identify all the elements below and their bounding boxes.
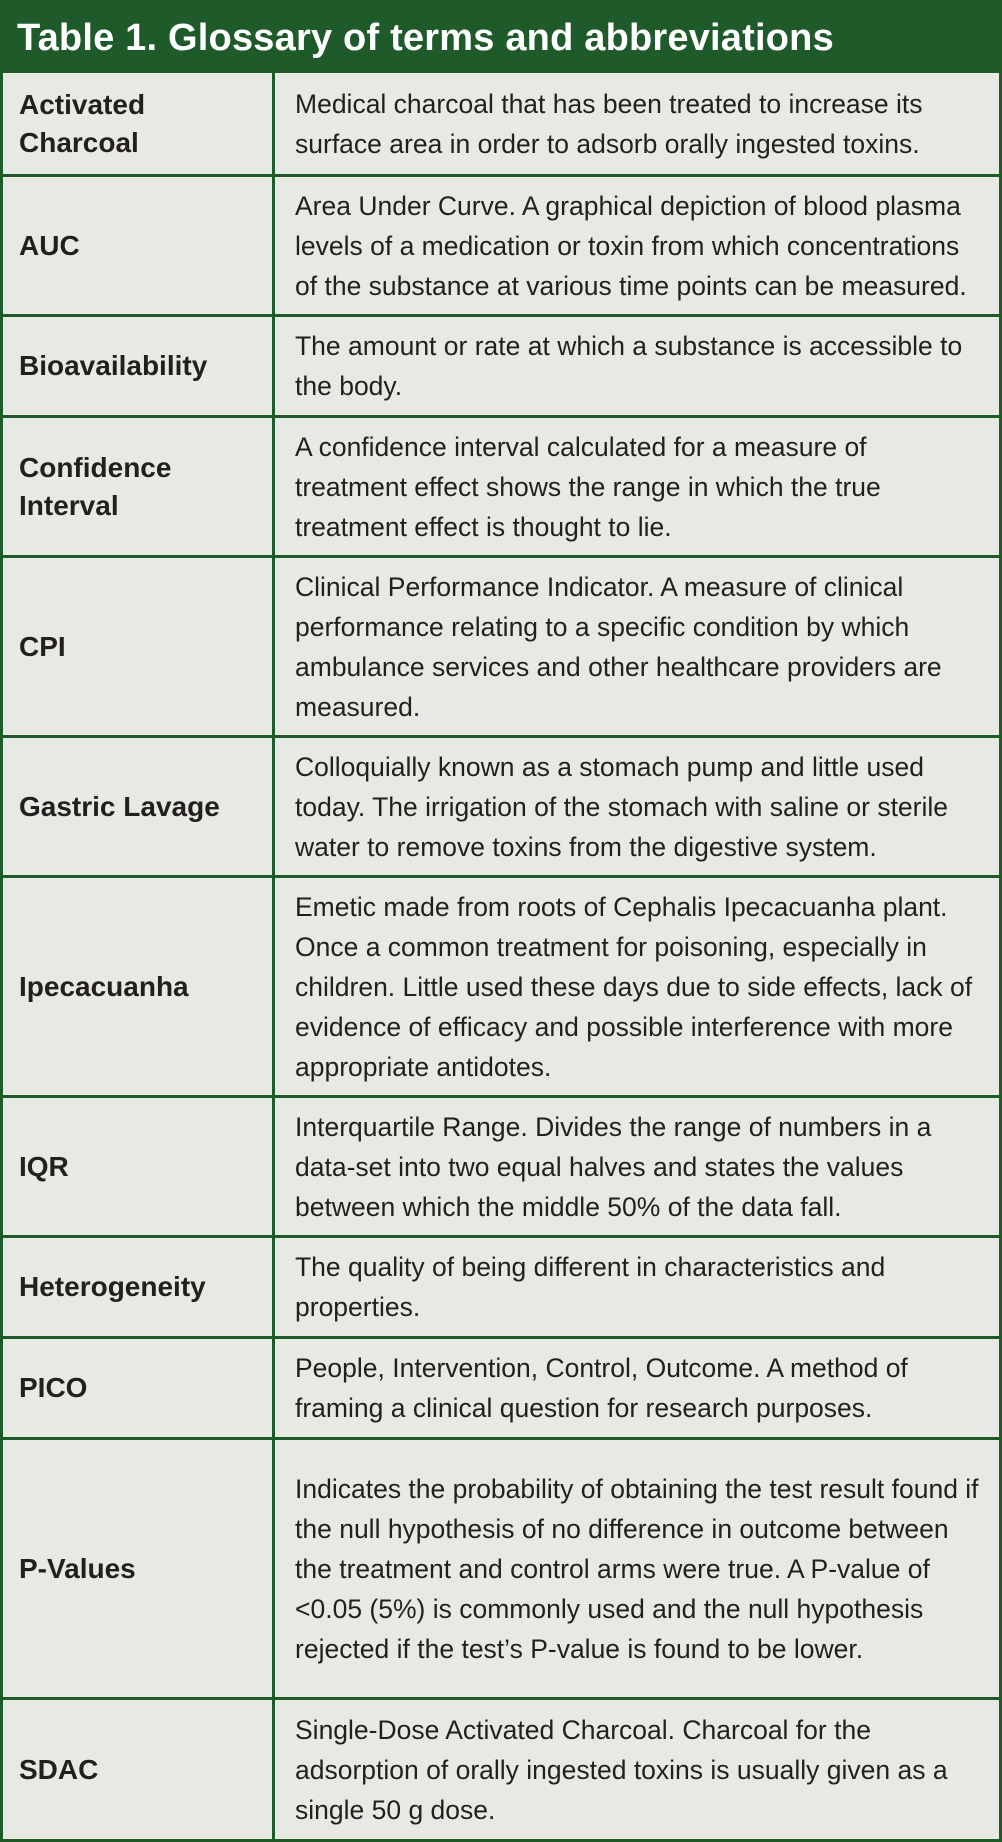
table-row [3, 174, 999, 314]
definition-cell: People, Intervention, Control, Outcome. A method of framing a clinical question for research purposes. [295, 1353, 908, 1423]
definition-cell: The quality of being different in characteristics and properties. [295, 1252, 886, 1322]
definition-cell: A confidence interval calculated for a measure of treatment effect shows the range in which the true treatment effect is thought to lie. [295, 431, 881, 542]
term-cell: PICO [3, 1339, 275, 1437]
term-cell: IQR [3, 1098, 275, 1235]
table-row [3, 1336, 999, 1437]
table-row [3, 1235, 999, 1336]
term-cell: Gastric Lavage [3, 738, 275, 875]
definition-cell: Clinical Performance Indicator. A measure of clinical performance relating to a specific condition by which ambulance services and other healthcare providers are measured. [295, 571, 942, 722]
table-row [3, 1437, 999, 1697]
definition-cell: Single-Dose Activated Charcoal. Charcoal for the adsorption of orally ingested toxins is usually given as a single 50 g dose. [295, 1715, 948, 1825]
term-cell: Ipecacuanha [3, 878, 275, 1095]
term-cell: AUC [3, 177, 275, 314]
table-row [3, 735, 999, 875]
definition-cell: Emetic made from roots of Cephalis Ipecacuanha plant. Once a common treatment for poisoning, especially in children. Little used these days due to side effects, lack of evidence of efficacy and possible interference with more appropriate antidotes. [295, 891, 973, 1082]
table-body [3, 73, 999, 1840]
definition-cell: Area Under Curve. A graphical depiction of blood plasma levels of a medication or toxin from which concentrations of the substance at various time points can be measured. [295, 190, 967, 301]
term-cell: Activated Charcoal [3, 73, 275, 174]
table-row [3, 555, 999, 735]
table-row [3, 1095, 999, 1235]
term-cell: Bioavailability [3, 317, 275, 415]
table-row [3, 415, 999, 555]
definition-cell: Medical charcoal that has been treated to increase its surface area in order to adsorb orally ingested toxins. [295, 88, 923, 159]
table-row [3, 1697, 999, 1840]
definition-cell: Interquartile Range. Divides the range of numbers in a data-set into two equal halves and states the values between which the middle 50% of the data fall. [295, 1111, 932, 1222]
term-cell: Confidence Interval [3, 418, 275, 555]
term-cell: Heterogeneity [3, 1238, 275, 1336]
table-row [3, 73, 999, 174]
term-cell: P-Values [3, 1440, 275, 1697]
definition-cell: The amount or rate at which a substance is accessible to the body. [295, 331, 963, 401]
definition-cell: Indicates the probability of obtaining the test result found if the null hypothesis of no difference in outcome between the treatment and control arms were true. A P-value of <0.05 (5%) is commonly used and the null hypothesis rejected if the test’s P-value is found to be lower. [295, 1473, 979, 1664]
table-title: Table 1. Glossary of terms and abbreviations [3, 3, 999, 73]
definition-cell: Colloquially known as a stomach pump and little used today. The irrigation of the stomach with saline or sterile water to remove toxins from the digestive system. [295, 751, 949, 862]
term-cell: CPI [3, 558, 275, 735]
term-cell: SDAC [3, 1700, 275, 1840]
table-row [3, 314, 999, 415]
table-row [3, 875, 999, 1095]
